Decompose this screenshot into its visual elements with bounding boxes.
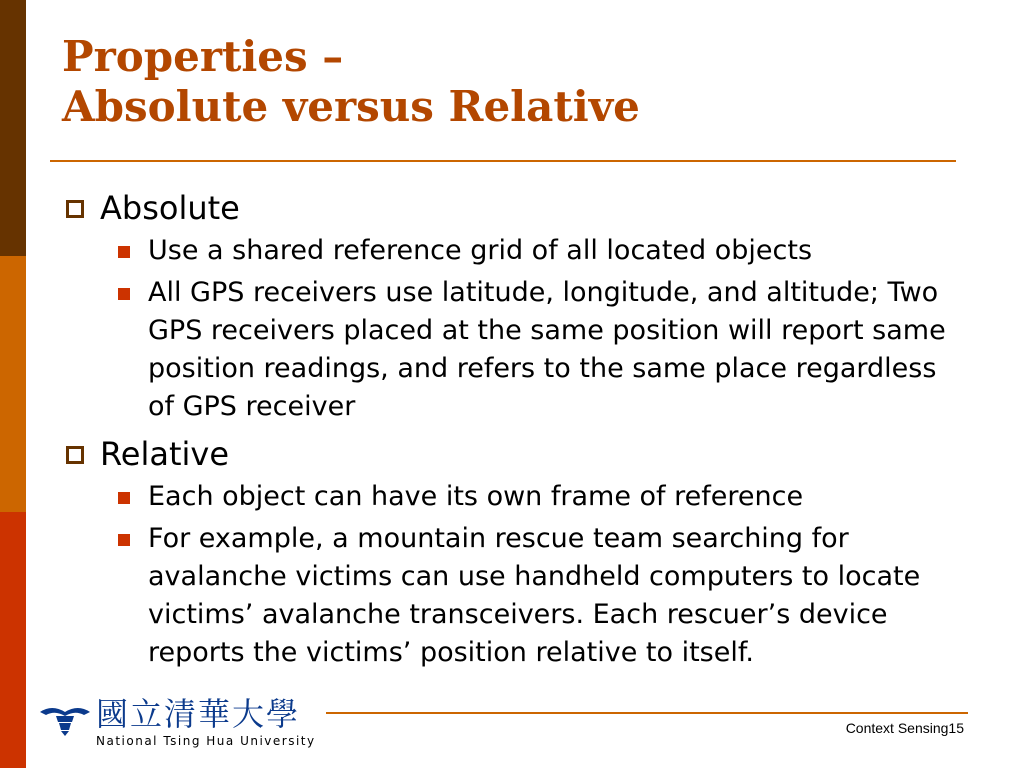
left-stripe-top [0,0,26,256]
footer-slide-label: Context Sensing [845,720,949,736]
eagle-emblem-icon [38,698,92,738]
logo-english-name: National Tsing Hua University [96,734,316,748]
hollow-square-bullet-icon [66,446,84,464]
square-bullet-icon [118,288,130,300]
footer-divider [326,712,968,714]
bullet-relative [66,432,966,476]
bullet-label: Relative [100,435,230,473]
university-logo [38,694,318,754]
bullet-absolute [66,186,966,230]
sub-bullet-text: For example, a mountain rescue team searching for avalanche victims can use handheld computers to locate victims’ avalanche transceivers. Each rescuer’s device reports the victims’ position relative to itself. [148,523,921,668]
bullet-label: Absolute [100,189,240,227]
square-bullet-icon [118,492,130,504]
sub-bullet [148,232,960,270]
slide-title-line2: Absolute versus Relative [62,82,640,131]
slide-number: 15 [948,720,964,736]
sub-bullet [148,274,960,426]
square-bullet-icon [118,246,130,258]
title-divider [50,160,956,162]
hollow-square-bullet-icon [66,200,84,218]
slide-title [62,32,640,132]
left-stripe-middle [0,256,26,512]
sub-bullet-text: Each object can have its own frame of reference [148,481,804,512]
sub-bullet-text: Use a shared reference grid of all located objects [148,235,813,266]
slide-body [66,186,966,676]
sub-bullet [148,478,960,516]
sub-bullet [148,520,960,672]
left-stripe-bottom [0,512,26,768]
slide-title-line1: Properties – [62,32,344,81]
footer-label [846,720,964,736]
sub-bullet-text: All GPS receivers use latitude, longitude, and altitude; Two GPS receivers placed at the same position will report same position readings, and refers to the same place regardless of GPS receiver [148,277,946,422]
square-bullet-icon [118,534,130,546]
logo-chinese-name: 國立清華大學 [96,695,301,733]
